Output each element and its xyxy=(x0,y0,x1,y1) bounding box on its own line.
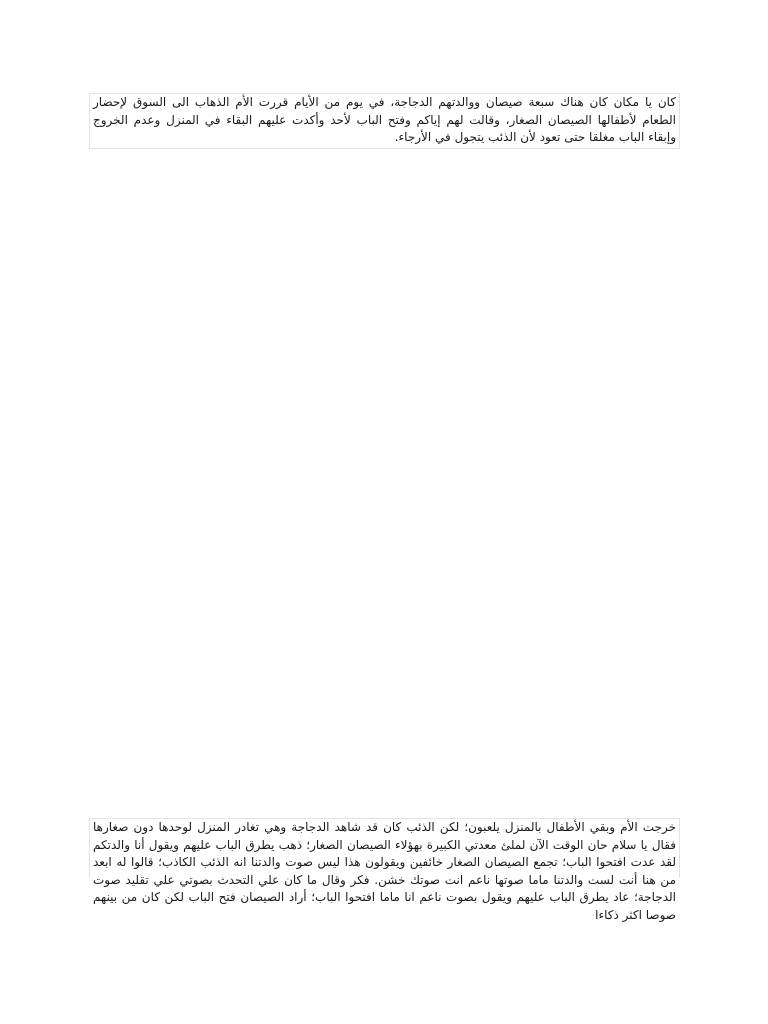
story-paragraph-box xyxy=(89,818,680,922)
story-paragraph: خرجت الأم وبقي الأطفال بالمنزل يلعبون؛ لكن الذئب كان قد شاهد الدجاجة وهي تغادر المنزل لوحدها دون صغارها فقال يا سلام حان الوقت الآن لملئ معدتي الكبيرة بهؤلاء الصيصان الصغار؛ ذهب يطرق الباب عليهم ويقول أنا والدتكم لقد عدت افتحوا الباب؛ تجمع الصيصان الصغار خائفين ويقولون هذا ليس صوت والدتنا انه الذئب الكاذب؛ قالوا له ابعد من هنا أنت لست والدتنا ماما صوتها ناعم انت صوتك خشن. فكر وقال ما كان علي التحدث بصوتي علي تقليد صوت الدجاجة؛ عاد يطرق الباب عليهم ويقول بصوت ناعم انا ماما افتحوا الباب؛ أراد الصيصان فتح الباب لكن كان من بينهم صوصا اكثر ذكاءا xyxy=(93,820,676,922)
intro-paragraph-box xyxy=(89,93,680,149)
intro-paragraph: كان يا مكان كان هناك سبعة صيصان ووالدتهم الدجاجة، في يوم من الأيام قررت الأم الذهاب الى السوق لإحضار الطعام لأطفالها الصيصان الصغار، وقالت لهم إياكم وفتح الباب لأحد وأكدت عليهم البقاء في المنزل وعدم الخروج وإبقاء الباب مغلقا حتى تعود لأن الذئب يتجول في الأرجاء. xyxy=(93,95,676,144)
